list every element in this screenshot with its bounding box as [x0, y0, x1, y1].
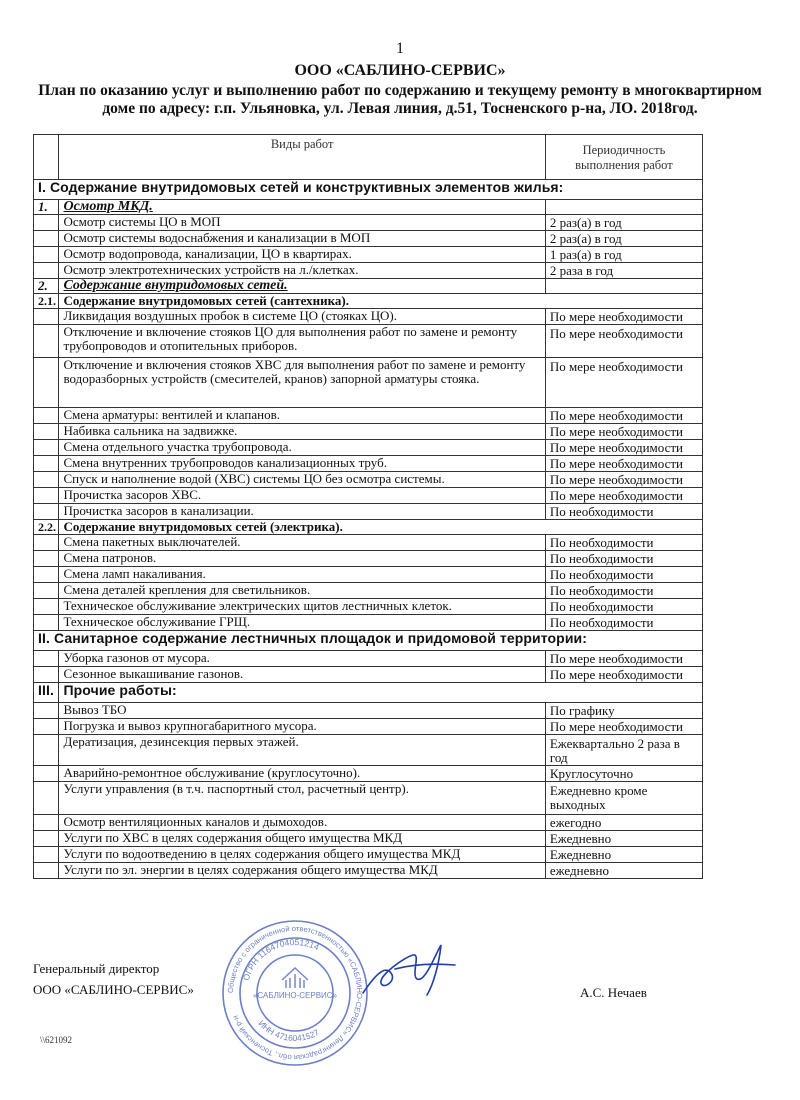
- table-row: [34, 456, 703, 472]
- table-row: [34, 815, 703, 831]
- table-row: [34, 703, 703, 719]
- period-cell: По необходимости: [545, 551, 702, 567]
- header-number-cell: [34, 135, 59, 180]
- period-cell: Ежеквартально 2 раза в год: [545, 735, 702, 766]
- subsection-2-2-title: Содержание внутридомовых сетей (электрика).: [59, 520, 703, 535]
- table-row: [34, 719, 703, 735]
- signatory-block: [33, 958, 194, 1000]
- table-row: [34, 358, 703, 408]
- section-3-number: III.: [34, 683, 59, 703]
- table-row: [34, 535, 703, 551]
- section-heading: [34, 683, 703, 703]
- work-cell: Набивка сальника на задвижке.: [59, 424, 545, 440]
- work-cell: Вывоз ТБО: [59, 703, 545, 719]
- work-cell: Осмотр вентиляционных каналов и дымоходов.: [59, 815, 545, 831]
- table-row: [34, 847, 703, 863]
- work-cell: Смена отдельного участка трубопровода.: [59, 440, 545, 456]
- seal-inn: ИНН 4716041527: [256, 1018, 321, 1044]
- work-cell: Осмотр водопровода, канализации, ЦО в квартирах.: [59, 247, 545, 263]
- work-cell: Отключение и включения стояков ХВС для выполнения работ по замене и ремонту водоразборных устройств (смесителей, кранов) запорной арматуры стояка.: [59, 358, 545, 408]
- work-cell: Сезонное выкашивание газонов.: [59, 667, 545, 683]
- subsection-heading: [34, 294, 703, 309]
- subsection-2-1-number: 2.1.: [34, 294, 59, 309]
- period-cell: По мере необходимости: [545, 424, 702, 440]
- table-row: [34, 215, 703, 231]
- table-row: [34, 651, 703, 667]
- work-cell: Услуги по эл. энергии в целях содержания общего имущества МКД: [59, 863, 545, 879]
- period-cell: 1 раз(а) в год: [545, 247, 702, 263]
- subsection-heading: [34, 520, 703, 535]
- subsection-2-number: 2.: [34, 279, 59, 294]
- signature-icon: [355, 935, 465, 1005]
- seal-ogrn: ОГРН 1164704051214: [240, 936, 321, 982]
- page-number: 1: [396, 40, 404, 57]
- period-cell: 2 раза в год: [545, 263, 702, 279]
- period-cell: По необходимости: [545, 535, 702, 551]
- section-heading: [34, 631, 703, 651]
- document-code: \\621092: [40, 1035, 73, 1045]
- document-title: План по оказанию услуг и выполнению работ по содержанию и текущему ремонту в многоквартирном доме по адресу: г.п. Ульяновка, ул. Левая линия, д.51, Тосненского р-на, ЛО. 2018год.: [38, 82, 762, 117]
- period-cell: По мере необходимости: [545, 408, 702, 424]
- period-cell: Ежедневно: [545, 847, 702, 863]
- subsection-heading: [34, 200, 703, 215]
- work-cell: Отключение и включение стояков ЦО для выполнения работ по замене и ремонту трубопроводов и отопительных приборов.: [59, 325, 545, 358]
- table-row: [34, 766, 703, 782]
- subsection-heading: [34, 279, 703, 294]
- work-cell: Смена пакетных выключателей.: [59, 535, 545, 551]
- seal-outer-text: Общество с ограниченной ответственностью «САБЛИНО-СЕРВИС» Ленинградская обл., Тосненский р-н: [225, 923, 365, 1063]
- table-row: [34, 263, 703, 279]
- table-row: [34, 309, 703, 325]
- seal-center-text: «САБЛИНО-СЕРВИС»: [252, 991, 338, 1000]
- empty-cell: [545, 200, 702, 215]
- work-cell: Услуги по водоотведению в целях содержания общего имущества МКД: [59, 847, 545, 863]
- period-cell: По мере необходимости: [545, 651, 702, 667]
- period-cell: По графику: [545, 703, 702, 719]
- work-cell: Прочистка засоров в канализации.: [59, 504, 545, 520]
- period-cell: ежедневно: [545, 863, 702, 879]
- table-row: [34, 667, 703, 683]
- table-row: [34, 567, 703, 583]
- subsection-1-title: Осмотр МКД.: [59, 200, 545, 215]
- table-row: [34, 247, 703, 263]
- company-seal-icon: [220, 918, 370, 1068]
- subsection-2-2-number: 2.2.: [34, 520, 59, 535]
- period-cell: По мере необходимости: [545, 309, 702, 325]
- work-cell: Смена деталей крепления для светильников.: [59, 583, 545, 599]
- signatory-organization: ООО «САБЛИНО-СЕРВИС»: [33, 982, 194, 997]
- section-1-title: I. Содержание внутридомовых сетей и конструктивных элементов жилья:: [34, 180, 703, 200]
- table-row: [34, 231, 703, 247]
- period-cell: По мере необходимости: [545, 456, 702, 472]
- work-cell: Уборка газонов от мусора.: [59, 651, 545, 667]
- table-row: [34, 424, 703, 440]
- period-cell: Ежедневно: [545, 831, 702, 847]
- work-cell: Спуск и наполнение водой (ХВС) системы ЦО без осмотра системы.: [59, 472, 545, 488]
- work-cell: Услуги по ХВС в целях содержания общего имущества МКД: [59, 831, 545, 847]
- period-cell: По необходимости: [545, 567, 702, 583]
- work-cell: Смена арматуры: вентилей и клапанов.: [59, 408, 545, 424]
- work-cell: Осмотр электротехнических устройств на л./клетках.: [59, 263, 545, 279]
- table-row: [34, 782, 703, 815]
- work-cell: Смена внутренних трубопроводов канализационных труб.: [59, 456, 545, 472]
- organization-title: ООО «САБЛИНО-СЕРВИС»: [294, 62, 506, 79]
- work-cell: Погрузка и вывоз крупногабаритного мусора.: [59, 719, 545, 735]
- period-cell: По необходимости: [545, 615, 702, 631]
- table-row: [34, 440, 703, 456]
- section-2-title: II. Санитарное содержание лестничных площадок и придомовой территории:: [34, 631, 703, 651]
- subsection-1-number: 1.: [34, 200, 59, 215]
- work-cell: Техническое обслуживание электрических щитов лестничных клеток.: [59, 599, 545, 615]
- services-plan-table: [33, 134, 703, 879]
- period-cell: По мере необходимости: [545, 488, 702, 504]
- work-cell: Дератизация, дезинсекция первых этажей.: [59, 735, 545, 766]
- work-cell: Аварийно-ремонтное обслуживание (круглосуточно).: [59, 766, 545, 782]
- period-cell: Ежедневно кроме выходных: [545, 782, 702, 815]
- work-cell: Осмотр системы водоснабжения и канализации в МОП: [59, 231, 545, 247]
- period-cell: По мере необходимости: [545, 358, 702, 408]
- header-periodicity: Периодичность выполнения работ: [545, 135, 702, 180]
- table-row: [34, 488, 703, 504]
- table-header-row: [34, 135, 703, 180]
- period-cell: По необходимости: [545, 504, 702, 520]
- period-cell: По необходимости: [545, 599, 702, 615]
- subsection-2-title: Содержание внутридомовых сетей.: [59, 279, 545, 294]
- empty-cell: [545, 279, 702, 294]
- header-work-types: Виды работ: [59, 135, 545, 180]
- period-cell: По мере необходимости: [545, 667, 702, 683]
- work-cell: Ликвидация воздушных пробок в системе ЦО (стояках ЦО).: [59, 309, 545, 325]
- period-cell: По необходимости: [545, 583, 702, 599]
- period-cell: По мере необходимости: [545, 719, 702, 735]
- table-row: [34, 615, 703, 631]
- period-cell: По мере необходимости: [545, 440, 702, 456]
- period-cell: Круглосуточно: [545, 766, 702, 782]
- work-cell: Смена патронов.: [59, 551, 545, 567]
- table-row: [34, 325, 703, 358]
- table-row: [34, 504, 703, 520]
- period-cell: 2 раз(а) в год: [545, 231, 702, 247]
- table-row: [34, 472, 703, 488]
- period-cell: По мере необходимости: [545, 472, 702, 488]
- table-row: [34, 831, 703, 847]
- table-row: [34, 863, 703, 879]
- table-row: [34, 583, 703, 599]
- table-row: [34, 551, 703, 567]
- work-cell: Осмотр системы ЦО в МОП: [59, 215, 545, 231]
- signatory-name: А.С. Нечаев: [580, 985, 647, 1000]
- signatory-title: Генеральный директор: [33, 961, 160, 976]
- period-cell: По мере необходимости: [545, 325, 702, 358]
- work-cell: Техническое обслуживание ГРЩ.: [59, 615, 545, 631]
- section-3-title: Прочие работы:: [59, 683, 703, 703]
- table-row: [34, 735, 703, 766]
- subsection-2-1-title: Содержание внутридомовых сетей (сантехника).: [59, 294, 703, 309]
- table-row: [34, 408, 703, 424]
- section-heading: [34, 180, 703, 200]
- period-cell: 2 раз(а) в год: [545, 215, 702, 231]
- work-cell: Услуги управления (в т.ч. паспортный стол, расчетный центр).: [59, 782, 545, 815]
- period-cell: ежегодно: [545, 815, 702, 831]
- work-cell: Прочистка засоров ХВС.: [59, 488, 545, 504]
- table-row: [34, 599, 703, 615]
- work-cell: Смена ламп накаливания.: [59, 567, 545, 583]
